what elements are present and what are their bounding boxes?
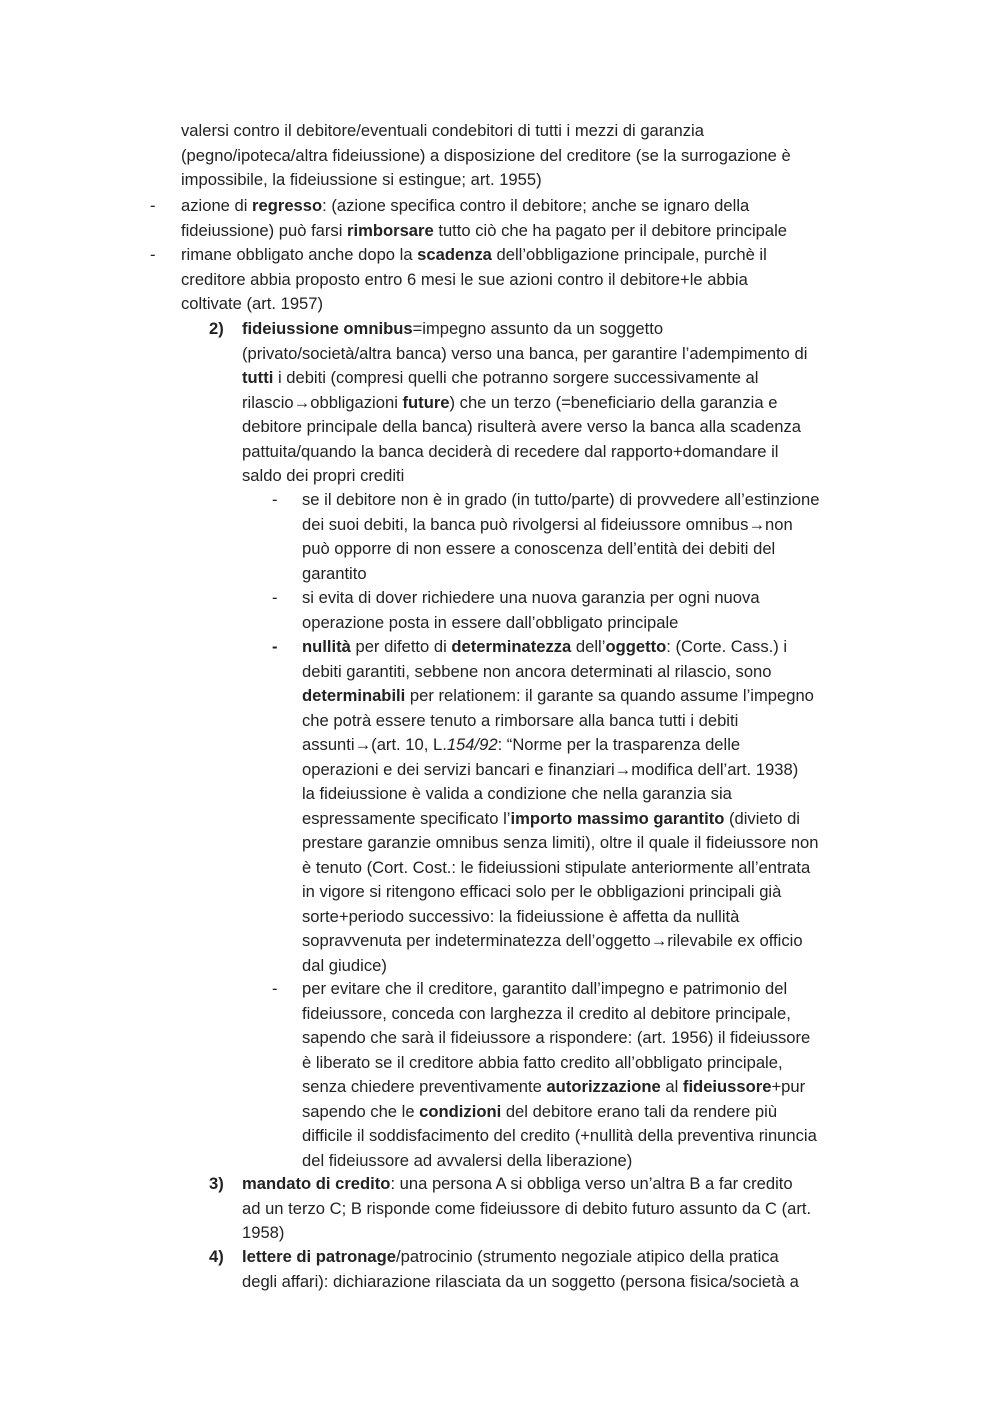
- text-line: 1958): [242, 1223, 285, 1242]
- text-line: la fideiussione è valida a condizione che nella garanzia sia: [302, 784, 732, 803]
- text-line: nullità per difetto di determinatezza dell’oggetto: (Corte. Cass.) i: [302, 637, 788, 656]
- text-line: difficile il soddisfacimento del credito (+nullità della preventiva rinuncia: [302, 1126, 817, 1145]
- text-line: pattuita/quando la banca deciderà di recedere dal rapporto+domandare il: [242, 441, 779, 461]
- text-line: degli affari): dichiarazione rilasciata da un soggetto (persona fisica/società a: [242, 1271, 799, 1291]
- text-line: determinabili per relationem: il garante sa quando assume l’impegno: [302, 686, 814, 705]
- bold-term: tutti: [242, 368, 274, 387]
- text-line: sapendo che le condizioni del debitore erano tali da rendere più: [302, 1101, 778, 1121]
- text-line: ad un terzo C; B risponde come fideiussore di debito futuro assunto da C (art.: [242, 1198, 812, 1218]
- item-lettere-di-patronage: [242, 1245, 799, 1294]
- item-mandato-di-credito: [242, 1172, 811, 1246]
- italic-term: 154/92: [446, 735, 498, 754]
- text-line: si evita di dover richiedere una nuova garanzia per ogni nuova: [302, 588, 760, 607]
- text-line: espressamente specificato l’importo massimo garantito (divieto di: [302, 808, 800, 828]
- text-line: fideiussore, conceda con larghezza il credito al debitore principale,: [302, 1003, 791, 1023]
- text-line: debiti garantiti, sebbene non ancora determinati al rilascio, sono: [302, 661, 772, 681]
- bold-term: fideiussore: [682, 1077, 772, 1096]
- bold-term: future: [402, 392, 450, 412]
- text-line: sapendo che sarà il fideiussore a rispondere: (art. 1956) il fideiussore: [302, 1028, 811, 1047]
- bullet-dash: -: [272, 490, 278, 509]
- bold-term: fideiussione omnibus: [242, 319, 413, 338]
- text-line: è liberato se il creditore abbia fatto credito all’obbligato principale,: [302, 1052, 783, 1072]
- text-line: azione di regresso: (azione specifica contro il debitore; anche se ignaro della: [181, 196, 750, 215]
- text-line: del fideiussore ad avvalersi della liberazione): [302, 1150, 633, 1170]
- text-line: garantito: [302, 563, 367, 583]
- sub-bullet-liberazione: [302, 977, 817, 1173]
- text-line: saldo dei propri crediti: [242, 466, 405, 485]
- bold-term: mandato di credito: [242, 1174, 391, 1193]
- text-line: è tenuto (Cort. Cost.: le fideiussioni stipulate anteriormente all’entrata: [302, 857, 811, 877]
- text-line: debitore principale della banca) risulterà avere verso la banca alla scadenza: [242, 417, 801, 436]
- text-line: in vigore si ritengono efficaci solo per le obbligazioni principali già: [302, 882, 782, 901]
- bold-term: rimborsare: [347, 220, 434, 240]
- bullet-dash: -: [272, 588, 278, 607]
- text-line: sorte+periodo successivo: la fideiussione è affetta da nullità: [302, 906, 740, 926]
- bullet-regresso: [181, 194, 787, 243]
- bullet-dash: -: [150, 245, 156, 264]
- bold-term: autorizzazione: [546, 1077, 661, 1096]
- text-line: se il debitore non è in grado (in tutto/parte) di provvedere all’estinzione: [302, 490, 820, 509]
- text-line: lettere di patronage/patrocinio (strumento negoziale atipico della pratica: [242, 1247, 779, 1266]
- text-line: che potrà essere tenuto a rimborsare alla banca tutti i debiti: [302, 710, 739, 730]
- bold-term: lettere di patronage: [242, 1247, 396, 1266]
- bullet-dash: -: [272, 979, 278, 998]
- bold-term: condizioni: [419, 1101, 502, 1121]
- item-fideiussione-omnibus: [242, 317, 807, 489]
- bold-term: scadenza: [417, 245, 492, 264]
- bullet-dash: -: [272, 637, 278, 656]
- text-line: fideiussione) può farsi rimborsare tutto ciò che ha pagato per il debitore principale: [181, 220, 788, 240]
- text-line: valersi contro il debitore/eventuali condebitori di tutti i mezzi di garanzia: [181, 121, 704, 140]
- bullet-dash: -: [150, 196, 156, 215]
- text-line: prestare garanzie omnibus senza limiti), oltre il quale il fideiussore non: [302, 833, 819, 852]
- text-line: rilascio→obbligazioni future) che un terzo (=beneficiario della garanzia e: [242, 392, 778, 412]
- text-line: sopravvenuta per indeterminatezza dell’oggetto→rilevabile ex officio: [302, 931, 803, 950]
- list-number: 2): [209, 319, 224, 338]
- list-number: 4): [209, 1247, 224, 1266]
- text-line: creditore abbia proposto entro 6 mesi le sue azioni contro il debitore+le abbia: [181, 269, 748, 289]
- bold-term: regresso: [252, 196, 323, 215]
- sub-bullet-nullita: [302, 635, 819, 978]
- text-line: operazioni e dei servizi bancari e finanziari→modifica dell’art. 1938): [302, 759, 799, 779]
- text-line: fideiussione omnibus=impegno assunto da un soggetto: [242, 319, 664, 338]
- intro-paragraph: [181, 119, 791, 193]
- bold-term: nullità: [302, 637, 351, 656]
- text-line: (pegno/ipoteca/altra fideiussione) a disposizione del creditore (se la surrogazione è: [181, 145, 791, 165]
- text-line: (privato/società/altra banca) verso una banca, per garantire l’adempimento di: [242, 343, 808, 363]
- sub-bullet-estinzione: [302, 488, 819, 586]
- bold-term: oggetto: [605, 637, 667, 656]
- text-line: rimane obbligato anche dopo la scadenza dell’obbligazione principale, purchè il: [181, 245, 767, 264]
- sub-bullet-nuova-garanzia: [302, 586, 760, 635]
- bold-term: importo massimo garantito: [510, 808, 725, 828]
- text-line: impossibile, la fideiussione si estingue; art. 1955): [181, 170, 542, 189]
- text-line: può opporre di non essere a conoscenza dell’entità dei debiti del: [302, 539, 776, 558]
- text-line: coltivate (art. 1957): [181, 294, 324, 313]
- list-number: 3): [209, 1174, 224, 1193]
- bullet-scadenza: [181, 243, 767, 317]
- bold-term: determinatezza: [451, 637, 572, 656]
- text-line: operazione posta in essere dall’obbligato principale: [302, 612, 679, 632]
- text-line: tutti i debiti (compresi quelli che potranno sorgere successivamente al: [242, 368, 759, 387]
- text-line: per evitare che il creditore, garantito dall’impegno e patrimonio del: [302, 979, 788, 998]
- text-line: dal giudice): [302, 955, 387, 975]
- text-line: mandato di credito: una persona A si obbliga verso un’altra B a far credito: [242, 1174, 793, 1193]
- bold-term: determinabili: [302, 686, 406, 705]
- text-line: assunti→(art. 10, L.154/92: “Norme per la trasparenza delle: [302, 735, 741, 754]
- text-line: dei suoi debiti, la banca può rivolgersi al fideiussore omnibus→non: [302, 514, 793, 534]
- text-line: senza chiedere preventivamente autorizzazione al fideiussore+pur: [302, 1077, 806, 1096]
